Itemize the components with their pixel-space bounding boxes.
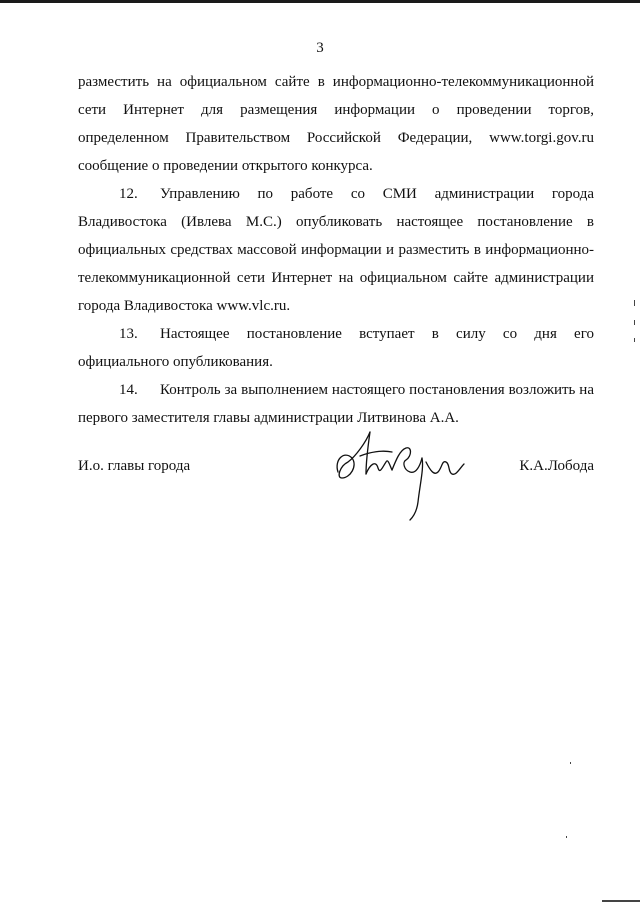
paragraph-13 — [78, 320, 594, 376]
paragraph-text: разместить на официальном сайте в информационно-телекоммуникационной сети Интернет для размещения информации о проведении торгов, определенном Правительством Российской Федерации, www.torgi.gov.ru сообщение о проведении открытого конкурса. — [78, 74, 594, 174]
scan-artifact — [634, 338, 635, 342]
scan-artifact — [566, 836, 567, 838]
paragraph-number: 12. — [119, 186, 138, 202]
paragraph-continuation — [78, 68, 594, 180]
scan-artifact — [570, 762, 571, 764]
scan-artifact — [634, 300, 635, 306]
signatory-name: К.А.Лобода — [519, 458, 594, 474]
handwritten-signature — [330, 422, 470, 522]
document-body — [78, 68, 594, 432]
paragraph-text: Контроль за выполнением настоящего постановления возложить на первого заместителя главы администрации Литвинова А.А. — [78, 382, 594, 426]
scan-artifact — [634, 320, 635, 325]
paragraph-12 — [78, 180, 594, 320]
paragraph-text: Управлению по работе со СМИ администрации города Владивостока (Ивлева М.С.) опубликовать настоящее постановление в официальных средствах массовой информации и разместить в информационно-телекоммуникационной сети Интернет на официальном сайте администрации города Владивостока www.vlc.ru. — [78, 186, 594, 314]
page-number: 3 — [316, 40, 324, 56]
signatory-role: И.о. главы города — [78, 458, 191, 474]
scan-top-edge — [0, 0, 640, 3]
scan-artifact — [602, 900, 640, 902]
paragraph-text: Настоящее постановление вступает в силу со дня его официального опубликования. — [78, 326, 594, 370]
paragraph-number: 13. — [119, 326, 138, 342]
paragraph-number: 14. — [119, 382, 138, 398]
